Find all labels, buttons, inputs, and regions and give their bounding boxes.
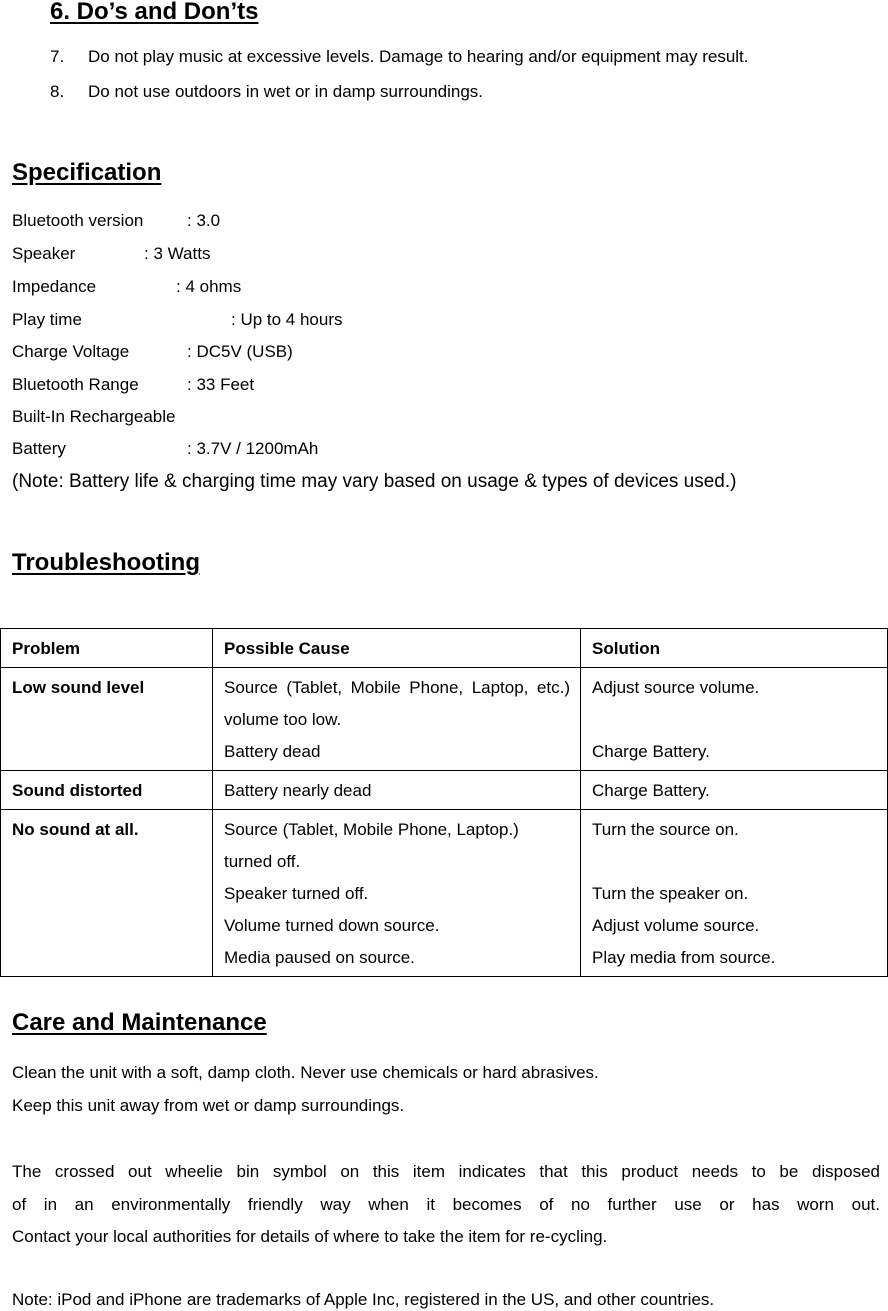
column-header-solution: Solution: [581, 629, 888, 668]
list-item-number: 8.: [50, 82, 65, 101]
column-header-problem: Problem: [1, 629, 213, 668]
spec-value: : 4 ohms: [176, 277, 242, 296]
table-row: [1, 771, 888, 810]
solution-text: Charge Battery.: [592, 742, 710, 761]
spec-label: Charge Voltage: [12, 342, 130, 361]
solution-cell: Charge Battery.: [581, 771, 888, 810]
cause-text: Media paused on source.: [224, 948, 415, 967]
solution-text: Turn the source on.: [592, 820, 739, 839]
specification-heading: Specification: [12, 159, 162, 186]
cause-text: Source (Tablet, Mobile Phone, Laptop.) turned off.: [224, 820, 519, 871]
spec-label: Speaker: [12, 244, 76, 263]
solution-cell: [581, 668, 888, 771]
weee-line: Contact your local authorities for details of where to take the item for re-cycling.: [12, 1227, 608, 1246]
cause-text: Battery dead: [224, 742, 321, 761]
dos-donts-heading: 6. Do’s and Don’ts: [50, 0, 259, 25]
spec-value: : 3.0: [187, 211, 221, 230]
care-heading: Care and Maintenance: [12, 1009, 267, 1036]
spec-value: : Up to 4 hours: [231, 310, 343, 329]
spec-value: : 3 Watts: [144, 244, 211, 263]
solution-text: [592, 846, 877, 878]
troubleshooting-heading: Troubleshooting: [12, 549, 200, 576]
table-row: [1, 668, 888, 771]
weee-line: The crossed out wheelie bin symbol on this item indicates that this product needs to be disposed: [12, 1162, 880, 1181]
spec-value: : DC5V (USB): [187, 342, 293, 361]
solution-text: Adjust source volume.: [592, 678, 760, 697]
spec-value: : 33 Feet: [187, 375, 255, 394]
list-item-text: Do not use outdoors in wet or in damp surroundings.: [88, 82, 484, 101]
list-item: [50, 47, 64, 67]
cause-cell: Battery nearly dead: [213, 771, 581, 810]
cause-text: Source (Tablet, Mobile Phone, Laptop, etc.) volume too low.: [224, 678, 570, 729]
problem-cell: Low sound level: [1, 668, 213, 771]
solution-text: Turn the speaker on.: [592, 884, 749, 903]
cause-cell: [213, 668, 581, 771]
column-header-cause: Possible Cause: [213, 629, 581, 668]
spec-label: Bluetooth Range: [12, 375, 139, 394]
trademark-note: Note: iPod and iPhone are trademarks of Apple Inc, registered in the US, and other countries.: [12, 1290, 715, 1309]
spec-label: Battery: [12, 439, 66, 458]
cause-cell: [213, 810, 581, 977]
spec-value: : 3.7V / 1200mAh: [187, 439, 319, 458]
spec-label: Bluetooth version: [12, 211, 144, 230]
problem-cell: Sound distorted: [1, 771, 213, 810]
care-line: Keep this unit away from wet or damp surroundings.: [12, 1096, 405, 1115]
problem-cell: No sound at all.: [1, 810, 213, 977]
list-item-text: Do not play music at excessive levels. Damage to hearing and/or equipment may result.: [88, 47, 749, 66]
cause-text: Speaker turned off.: [224, 884, 369, 903]
spec-label: Impedance: [12, 277, 97, 296]
weee-line: of in an environmentally friendly way when it becomes of no further use or has worn out.: [12, 1195, 880, 1214]
care-line: Clean the unit with a soft, damp cloth. Never use chemicals or hard abrasives.: [12, 1063, 599, 1082]
cause-text: Volume turned down source.: [224, 916, 440, 935]
spec-label: Built-In Rechargeable: [12, 407, 176, 426]
table-header-row: [1, 629, 888, 668]
spec-label: Play time: [12, 310, 82, 329]
spec-note: (Note: Battery life & charging time may vary based on usage & types of devices used.): [12, 471, 737, 492]
solution-cell: [581, 810, 888, 977]
list-item-number: 7.: [50, 47, 65, 66]
list-item: [50, 82, 64, 102]
solution-text: Play media from source.: [592, 948, 776, 967]
troubleshooting-table: [0, 628, 888, 977]
table-row: [1, 810, 888, 977]
solution-text: Adjust volume source.: [592, 916, 760, 935]
solution-text: [592, 704, 877, 736]
section-heading-dos-donts: [50, 0, 258, 26]
